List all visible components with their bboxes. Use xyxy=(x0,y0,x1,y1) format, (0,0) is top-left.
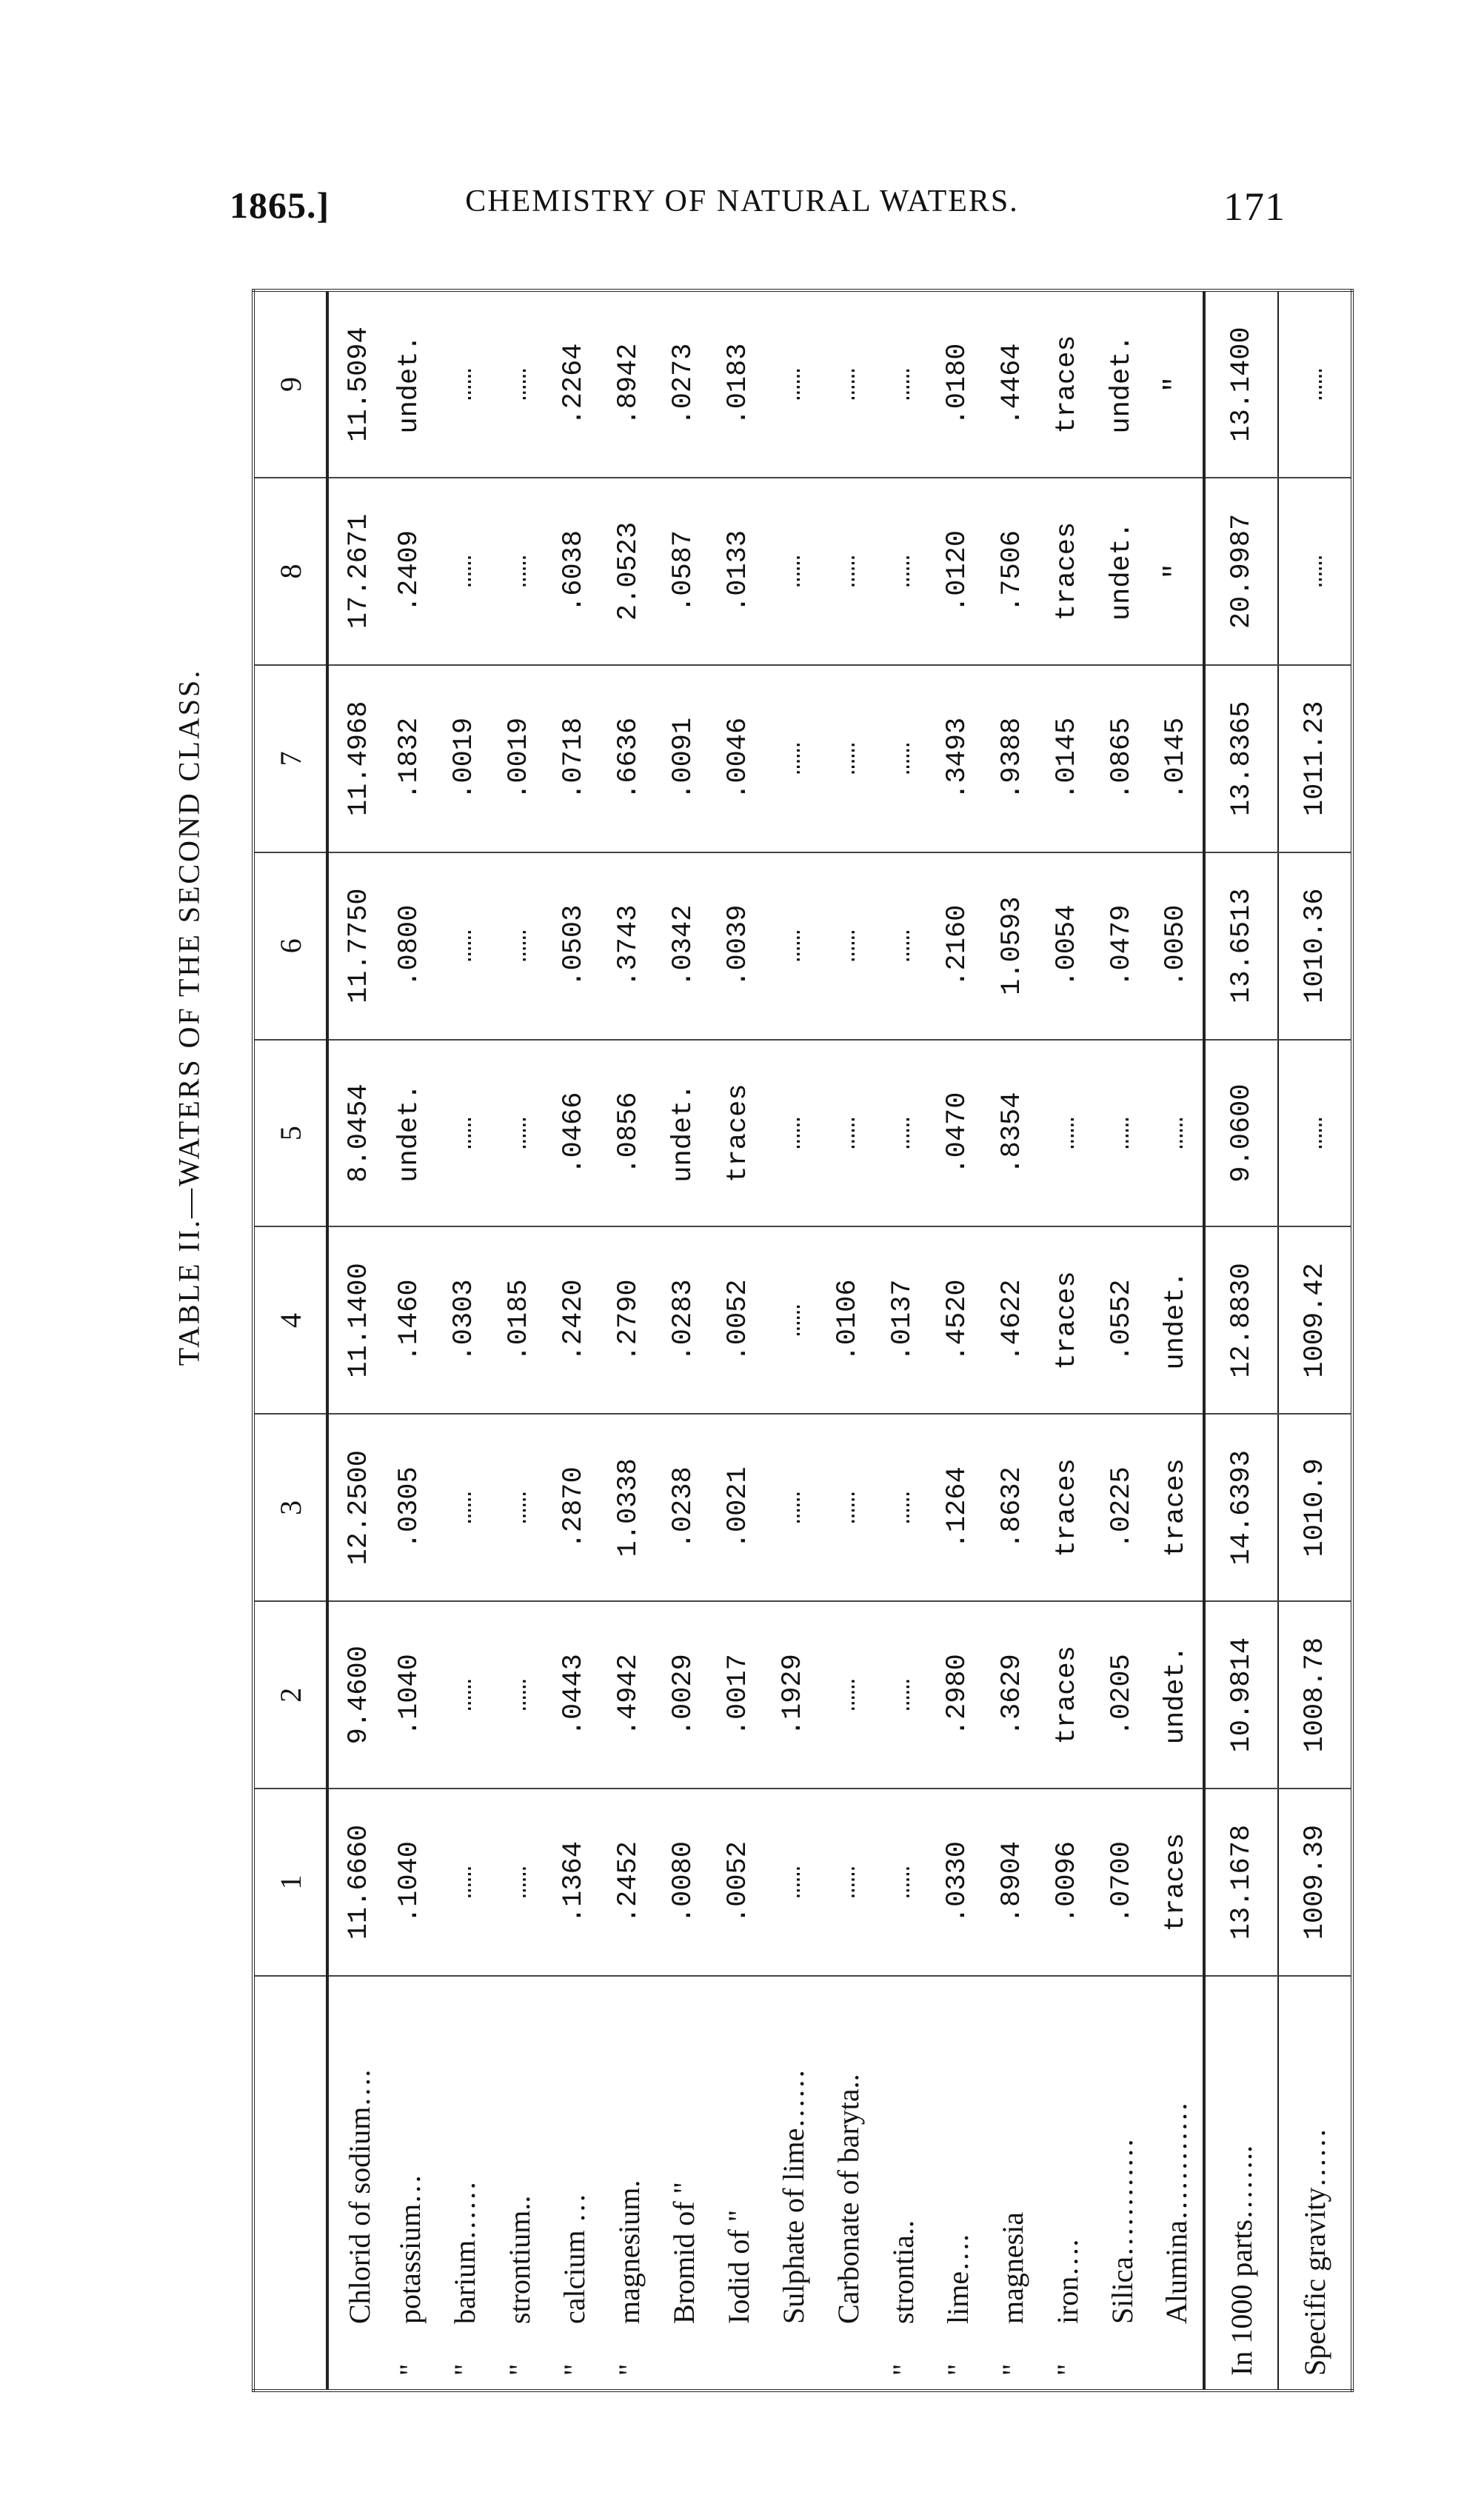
table-cell: .6636 xyxy=(601,665,656,852)
table-cell: 10.9814 xyxy=(1204,1601,1278,1789)
table-cell: …… xyxy=(1278,1040,1352,1227)
row-label xyxy=(1094,1976,1149,2391)
table-cell: 2.0523 xyxy=(601,478,656,665)
table-cell: traces xyxy=(711,1040,766,1227)
table-cell: .0800 xyxy=(382,852,437,1040)
table-cell: .3629 xyxy=(985,1601,1040,1789)
row-label xyxy=(327,1976,382,2391)
table-cell: .2409 xyxy=(382,478,437,665)
table-cell: …… xyxy=(492,1789,547,1976)
table-cell: 1010.36 xyxy=(1278,852,1352,1040)
table-cell: .2452 xyxy=(601,1789,656,1976)
table-cell: .0019 xyxy=(492,665,547,852)
table-cell: .0305 xyxy=(382,1414,437,1601)
table-cell: .0091 xyxy=(656,665,711,852)
table-cell: traces xyxy=(1149,1789,1204,1976)
table-cell: .1264 xyxy=(930,1414,985,1601)
table-cell: 11.4968 xyxy=(327,665,382,852)
table-cell: …… xyxy=(437,1789,492,1976)
table-cell: 1009.42 xyxy=(1278,1227,1352,1415)
table-cell: .0080 xyxy=(656,1789,711,1976)
table-row xyxy=(930,290,985,2391)
table-cell: .0303 xyxy=(437,1227,492,1415)
header-row xyxy=(253,290,327,2391)
table-cell: .4622 xyxy=(985,1227,1040,1415)
column-header: 8 xyxy=(253,478,327,665)
table-cell: .0587 xyxy=(656,478,711,665)
table-cell: …… xyxy=(766,852,820,1040)
table-cell: …… xyxy=(437,1414,492,1601)
table-cell: …… xyxy=(437,1601,492,1789)
table-cell: .2980 xyxy=(930,1601,985,1789)
table-row xyxy=(985,290,1040,2391)
table-cell: 13.8365 xyxy=(1204,665,1278,852)
table-cell: .0183 xyxy=(711,290,766,478)
table-cell: …… xyxy=(820,1040,875,1227)
table-cell: 12.8830 xyxy=(1204,1227,1278,1415)
table-cell: …… xyxy=(492,290,547,478)
table-cell: 20.9987 xyxy=(1204,478,1278,665)
running-title: CHEMISTRY OF NATURAL WATERS. xyxy=(465,184,1019,218)
row-label xyxy=(382,1976,437,2391)
table-cell: .0552 xyxy=(1094,1227,1149,1415)
table-cell: .0137 xyxy=(875,1227,930,1415)
header-year: 1865.] xyxy=(230,184,330,226)
row-label-text: lime…. xyxy=(940,2234,975,2324)
table-cell: .0106 xyxy=(820,1227,875,1415)
row-label-text: strontium.. xyxy=(502,2195,536,2324)
table-cell: .0283 xyxy=(656,1227,711,1415)
row-label-text: iron…. xyxy=(1050,2239,1084,2324)
table-cell: .0225 xyxy=(1094,1414,1149,1601)
table-cell: .0120 xyxy=(930,478,985,665)
table-cell: …… xyxy=(875,852,930,1040)
table-row xyxy=(1040,290,1094,2391)
table-cell: .0718 xyxy=(547,665,601,852)
row-label-text: strontia.. xyxy=(886,2220,920,2324)
table-cell: " xyxy=(1149,290,1204,478)
row-label xyxy=(1149,1976,1204,2391)
gravity-row xyxy=(1278,290,1352,2391)
table-row xyxy=(601,290,656,2391)
table-cell: …… xyxy=(437,1040,492,1227)
table-cell: 1010.9 xyxy=(1278,1414,1352,1601)
table-cell: .8942 xyxy=(601,290,656,478)
row-label-text: potassium… xyxy=(392,2174,427,2324)
table-row xyxy=(1149,290,1204,2391)
table-cell: 1.0338 xyxy=(601,1414,656,1601)
table-cell: .0342 xyxy=(656,852,711,1040)
table-cell: .0021 xyxy=(711,1414,766,1601)
table-cell: …… xyxy=(1094,1040,1149,1227)
table-cell: 13.6513 xyxy=(1204,852,1278,1040)
table-cell: traces xyxy=(1040,478,1094,665)
row-label xyxy=(875,1976,930,2391)
table-row xyxy=(875,290,930,2391)
table-cell: 9.4600 xyxy=(327,1601,382,1789)
table-cell: …… xyxy=(1278,478,1352,665)
row-label xyxy=(547,1976,601,2391)
table-cell: …… xyxy=(437,290,492,478)
ditto-mark: " xyxy=(447,2363,481,2376)
row-label-text: calcium … xyxy=(557,2193,591,2324)
table-cell: .0046 xyxy=(711,665,766,852)
column-header: 6 xyxy=(253,852,327,1040)
table-cell: …… xyxy=(766,290,820,478)
table-cell: " xyxy=(1149,478,1204,665)
table-cell: …… xyxy=(820,478,875,665)
table-cell: undet. xyxy=(1094,290,1149,478)
table-cell: .2160 xyxy=(930,852,985,1040)
table-cell: …… xyxy=(766,1040,820,1227)
table-cell: …… xyxy=(875,665,930,852)
row-label xyxy=(985,1976,1040,2391)
table-cell: .0443 xyxy=(547,1601,601,1789)
table-cell: .1832 xyxy=(382,665,437,852)
table-cell: .0700 xyxy=(1094,1789,1149,1976)
table-cell: …… xyxy=(492,1040,547,1227)
row-label-text: Silica………… xyxy=(1105,2137,1139,2324)
table-cell: .0052 xyxy=(711,1789,766,1976)
table-cell: .0145 xyxy=(1040,665,1094,852)
table-row xyxy=(711,290,766,2391)
table-cell: .0238 xyxy=(656,1414,711,1601)
row-label-text: Sulphate of lime…… xyxy=(776,2068,810,2324)
table-cell: .8354 xyxy=(985,1040,1040,1227)
ditto-mark: " xyxy=(502,2363,536,2376)
data-table xyxy=(252,289,1354,2392)
table-cell: 9.0600 xyxy=(1204,1040,1278,1227)
row-label-text: magnesia xyxy=(995,2211,1029,2324)
row-label xyxy=(437,1976,492,2391)
table-cell: …… xyxy=(492,1601,547,1789)
table-cell: .1040 xyxy=(382,1789,437,1976)
table-cell: .0503 xyxy=(547,852,601,1040)
ditto-mark: " xyxy=(612,2363,646,2376)
table-cell: …… xyxy=(820,1414,875,1601)
row-label-text: Bromid of " xyxy=(666,2182,701,2324)
row-label xyxy=(930,1976,985,2391)
table-cell: 1009.39 xyxy=(1278,1789,1352,1976)
table-row xyxy=(766,290,820,2391)
table-cell: .0180 xyxy=(930,290,985,478)
table-cell: 1.0593 xyxy=(985,852,1040,1040)
table-cell: …… xyxy=(875,290,930,478)
table-cell: .8904 xyxy=(985,1789,1040,1976)
table-cell: undet. xyxy=(1094,478,1149,665)
table-cell: .4942 xyxy=(601,1601,656,1789)
row-label xyxy=(1040,1976,1094,2391)
table-cell: …… xyxy=(1278,290,1352,478)
table-cell: …… xyxy=(820,290,875,478)
table-cell: 13.1678 xyxy=(1204,1789,1278,1976)
table-cell: .0145 xyxy=(1149,665,1204,852)
table-cell: .1040 xyxy=(382,1601,437,1789)
table-cell: 11.1400 xyxy=(327,1227,382,1415)
table-cell: 11.7750 xyxy=(327,852,382,1040)
table-cell: .0466 xyxy=(547,1040,601,1227)
table-cell: .2264 xyxy=(547,290,601,478)
table-cell: .0205 xyxy=(1094,1601,1149,1789)
table-cell: 1011.23 xyxy=(1278,665,1352,852)
column-header: 3 xyxy=(253,1414,327,1601)
table-cell: …… xyxy=(820,852,875,1040)
row-label xyxy=(711,1976,766,2391)
table-cell: …… xyxy=(766,1227,820,1415)
table-cell: …… xyxy=(875,1040,930,1227)
table-cell: .0096 xyxy=(1040,1789,1094,1976)
table-cell: …… xyxy=(875,478,930,665)
column-header: 5 xyxy=(253,1040,327,1227)
row-label-text: Alumina………… xyxy=(1159,2102,1193,2324)
ditto-mark: " xyxy=(557,2363,591,2376)
table-cell: .0330 xyxy=(930,1789,985,1976)
table-cell: …… xyxy=(492,1414,547,1601)
column-header: 1 xyxy=(253,1789,327,1976)
ditto-mark: " xyxy=(940,2363,975,2376)
table-row xyxy=(437,290,492,2391)
table-cell: traces xyxy=(1040,1601,1094,1789)
table-cell: traces xyxy=(1040,1227,1094,1415)
table-cell: traces xyxy=(1040,290,1094,478)
table-cell: .7506 xyxy=(985,478,1040,665)
table-cell: .1364 xyxy=(547,1789,601,1976)
totals-row xyxy=(1204,290,1278,2391)
table-cell: .2790 xyxy=(601,1227,656,1415)
column-header-label xyxy=(253,1976,327,2391)
page-number: 171 xyxy=(1223,184,1286,229)
table-cell: 11.5094 xyxy=(327,290,382,478)
row-label: Specific gravity…… xyxy=(1278,1976,1352,2391)
column-header: 9 xyxy=(253,290,327,478)
row-label xyxy=(766,1976,820,2391)
table-cell: .2870 xyxy=(547,1414,601,1601)
table-cell: undet. xyxy=(382,1040,437,1227)
table-cell: .0865 xyxy=(1094,665,1149,852)
table-row xyxy=(327,290,382,2391)
column-header: 2 xyxy=(253,1601,327,1789)
table-cell: .3493 xyxy=(930,665,985,852)
table-cell: 13.1400 xyxy=(1204,290,1278,478)
table-row xyxy=(820,290,875,2391)
table-body xyxy=(327,290,1204,2391)
table-cell: .0273 xyxy=(656,290,711,478)
table-cell: .4520 xyxy=(930,1227,985,1415)
table-cell: …… xyxy=(437,852,492,1040)
table-cell: …… xyxy=(1149,1040,1204,1227)
table-cell: …… xyxy=(492,478,547,665)
table-cell: undet. xyxy=(656,1040,711,1227)
table-cell: undet. xyxy=(1149,1227,1204,1415)
row-label-text: Iodid of " xyxy=(721,2209,755,2324)
table-cell: .0185 xyxy=(492,1227,547,1415)
table-cell: .6038 xyxy=(547,478,601,665)
table-cell: .9388 xyxy=(985,665,1040,852)
table-cell: .0054 xyxy=(1040,852,1094,1040)
table-cell: undet. xyxy=(1149,1601,1204,1789)
ditto-mark: " xyxy=(995,2363,1029,2376)
table-cell: .0050 xyxy=(1149,852,1204,1040)
table-container xyxy=(252,289,1331,2392)
table-caption: TABLE II.—WATERS OF THE SECOND CLASS. xyxy=(172,668,206,1366)
table-cell: .0039 xyxy=(711,852,766,1040)
row-label xyxy=(820,1976,875,2391)
table-cell: …… xyxy=(766,478,820,665)
table-cell: .1929 xyxy=(766,1601,820,1789)
ditto-mark: " xyxy=(1050,2363,1084,2376)
table-cell: .0479 xyxy=(1094,852,1149,1040)
table-cell: 14.6393 xyxy=(1204,1414,1278,1601)
table-row xyxy=(1094,290,1149,2391)
table-cell: …… xyxy=(492,852,547,1040)
table-cell: .8632 xyxy=(985,1414,1040,1601)
table-cell: .0029 xyxy=(656,1601,711,1789)
table-cell: 1008.78 xyxy=(1278,1601,1352,1789)
table-cell: 12.2500 xyxy=(327,1414,382,1601)
table-cell: .0019 xyxy=(437,665,492,852)
column-header: 7 xyxy=(253,665,327,852)
table-cell: undet. xyxy=(382,290,437,478)
row-label-text: Chlorid of sodium…. xyxy=(342,2069,376,2324)
ditto-mark: " xyxy=(886,2363,920,2376)
table-cell: …… xyxy=(766,1414,820,1601)
ditto-mark: " xyxy=(392,2363,427,2376)
table-cell: …… xyxy=(437,478,492,665)
table-row xyxy=(382,290,437,2391)
table-cell: .0856 xyxy=(601,1040,656,1227)
table-cell: …… xyxy=(766,665,820,852)
table-cell: traces xyxy=(1149,1414,1204,1601)
row-label-text: barium…… xyxy=(447,2180,481,2324)
table-cell: 11.6660 xyxy=(327,1789,382,1976)
row-label-text: Carbonate of baryta.. xyxy=(831,2074,865,2324)
table-cell: .0052 xyxy=(711,1227,766,1415)
table-cell: …… xyxy=(820,665,875,852)
table-cell: .3743 xyxy=(601,852,656,1040)
table-row xyxy=(492,290,547,2391)
row-label xyxy=(601,1976,656,2391)
table-cell: …… xyxy=(820,1601,875,1789)
table-cell: .0017 xyxy=(711,1601,766,1789)
table-cell: .4464 xyxy=(985,290,1040,478)
table-cell: .0133 xyxy=(711,478,766,665)
row-label xyxy=(656,1976,711,2391)
table-cell: .0470 xyxy=(930,1040,985,1227)
table-cell: …… xyxy=(875,1789,930,1976)
table-cell: .2420 xyxy=(547,1227,601,1415)
row-label-text: magnesium. xyxy=(612,2180,646,2324)
row-label: In 1000 parts…….. xyxy=(1204,1976,1278,2391)
column-header: 4 xyxy=(253,1227,327,1415)
table-cell: …… xyxy=(1040,1040,1094,1227)
table-cell: …… xyxy=(820,1789,875,1976)
table-cell: …… xyxy=(875,1601,930,1789)
table-row xyxy=(656,290,711,2391)
table-cell: …… xyxy=(875,1414,930,1601)
table-cell: …… xyxy=(766,1789,820,1976)
table-cell: .1460 xyxy=(382,1227,437,1415)
row-label xyxy=(492,1976,547,2391)
table-row xyxy=(547,290,601,2391)
table-cell: 8.0454 xyxy=(327,1040,382,1227)
table-cell: 17.2671 xyxy=(327,478,382,665)
table-cell: traces xyxy=(1040,1414,1094,1601)
